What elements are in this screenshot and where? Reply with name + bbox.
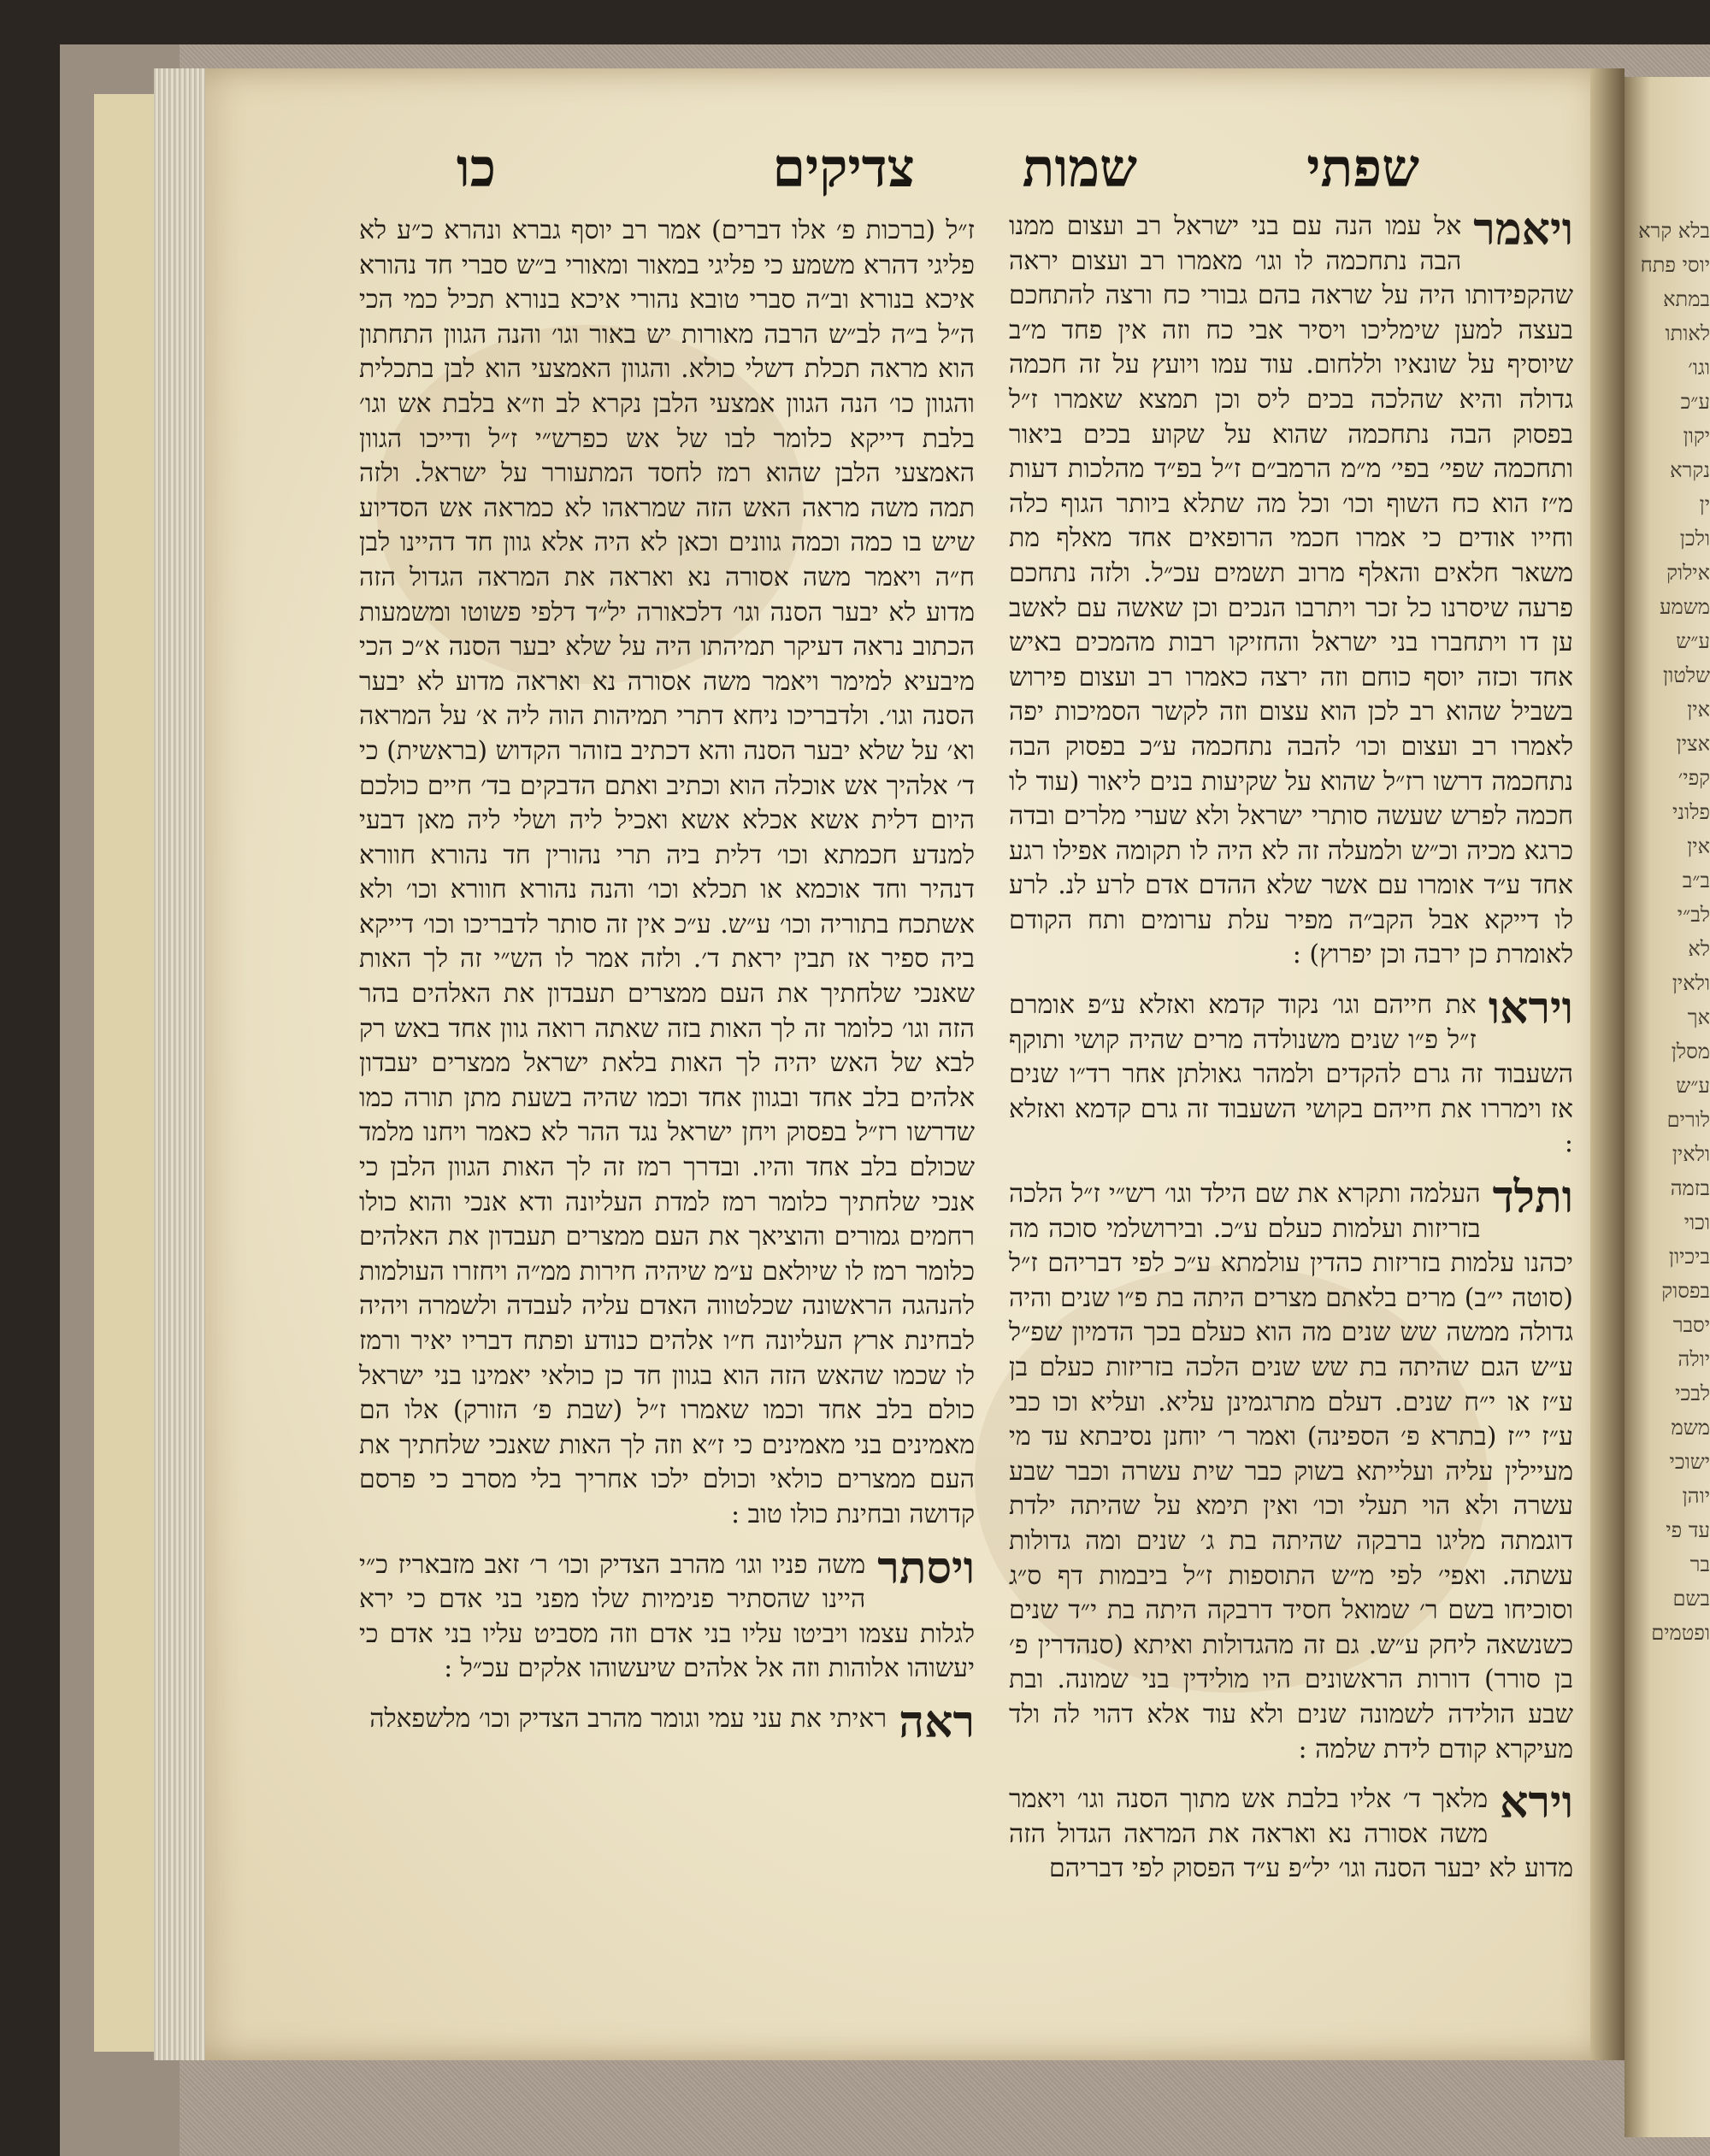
facing-page-line: יוהן <box>1682 1484 1710 1508</box>
page-folio: כו <box>456 137 496 199</box>
header-title-word: שמות <box>1022 137 1137 199</box>
facing-page-line: נקרא <box>1670 458 1710 482</box>
lead-word: וירא <box>1500 1776 1573 1829</box>
lead-word: ויראו <box>1488 982 1573 1035</box>
left-text-column <box>359 214 975 1923</box>
facing-page-line: ביכיון <box>1668 1245 1710 1269</box>
facing-page-line: קפי׳ <box>1678 766 1710 790</box>
facing-page-line: אך <box>1687 1005 1710 1029</box>
right-text-column <box>1009 203 1573 1919</box>
facing-page-line: וגו׳ <box>1688 356 1710 380</box>
paragraph-text: משה פניו וגו׳ מהרב הצדיק וכו׳ ר׳ זאב מזבאריז כ״י היינו שהסתיר פנימיות שלו מפני בני אדם כי ירא לגלות עצמו ויביטו עליו בני אדם וזה מסביט עליו בני אדם כי יעשוהו אלוהות וזה אל אלהים שיעשוהו אלקים עכ״ל : <box>359 1549 975 1684</box>
lead-word: ותלד <box>1492 1171 1573 1224</box>
paragraph-text: מלאך ד׳ אליו בלבת אש מתוך הסנה וגו׳ ויאמר משה אסורה נא ואראה את המראה הגדול הזה מדוע לא יבער הסנה וגו׳ יל״פ ע״ד הפסוק לפי דבריהם <box>1009 1784 1573 1884</box>
facing-page-line: עד פי <box>1666 1518 1710 1542</box>
header-title-word: צדיקים <box>772 137 915 199</box>
facing-page-line: לא <box>1688 937 1710 961</box>
paragraph-text: ז״ל (ברכות פ׳ אלו דברים) אמר רב יוסף גברא ונהרא כ״ע לא פליגי דהרא משמע כי פליגי במאור ומאורי ב״ש סברי חד נהורא איכא בנורא וב״ה סברי טובא נהורי איכא בנורא תכיל כמי הכי ה״ל ב״ה לב״ש הרבה מאורות יש באור וגו׳ והנה הגוון התחתון הוא מראה תכלת דשלי כולא. והגוון האמצעי הוא לבן בתכלית והגוון כו׳ הנה הגוון אמצעי הלבן נקרא לב וז״א בלבת אש וגו׳ בלבת דייקא כלומר לבו של אש כפרש״י ז״ל ודייכו הגוון האמצעי הלבן שהוא רמז לחסד המתעורר על ישראל. ולזה תמה משה מראה האש הזה שמראהו לא כמראה אש הסדיוע שיש בו כמה וכמה גוונים וכאן לא היה אלא גוון חד דהיינו לבן ח״ה ויאמר משה אסורה נא ואראה את המראה הגדול הזה מדוע לא יבער הסנה וגו׳ דלכאורה יל״ד דלפי פשוטו ומשמעות הכתוב נראה דעיקר תמיהתו היה על שלא יבער הסנה א״כ הכי מיבעיא למימר ויאמר משה אסורה נא ואראה מדוע לא יבער הסנה וגו׳. ולדבריכו ניחא דתרי תמיהות הוה ליה א׳ על המראה וא׳ על שלא יבער הסנה והא דכתיב בזוהר הקדוש (בראשית) כי ד׳ אלהיך אש אוכלה הוא וכתיב ואתם הדבקים בד׳ חיים כולכם היום דלית אשא אכלא אשא ואכיל ליה ושלי ליה מאן דבעי למנדע חכמתא וכו׳ דלית ביה תרי נהורין חד נהורא חוורא דנהיר וחד אוכמא או תכלא וכו׳ והנה נהורא חוורא וכו׳ ולא אשתכח בתוריה וכו׳ ע״ש. ע״כ אין זה סותר לדבריכו וכו׳ דייקא ביה ספיר אז תבין יראת ד׳. ולזה אמר לו הש״י זה לך האות שאנכי שלחתיך את העם ממצרים תעבדון את האלהים בהר הזה וגו׳ כלומר זה לך האות בזה שאתה רואה גוון אחד באש רק לבא של האש יהיה לך האות בלאת ישראל ממצרים יעבדון אלהים בלב אחד ובגוון אחד וכמו שהיה בשעת מתן תורה כמו שדרשו רז״ל בפסוק ויחן ישראל נגד ההר לא כאמר ויחנו מלמד שכולם בלב אחד והיו. ובדרך רמז זה לך האות הגוון הלבן כי אנכי שלחתיך כלומר רמז למדת העליונה ודא אנכי והוא כולו רחמים גמורים והוציאך את העם ממצרים תעבדון את האלהים כלומר רמז לו שיולאם ע״מ שיהיה חירות ממ״ה ויחזרו העולמות להנהגה הראשונה שכלטווה האדם עליה לעבדה ולשמרה ויהיה לבחינת ארץ העליונה ח״ו אלהים כנודע ופתח דבריו יאיר ורמז לו שכמו שהאש הזה הוא בגוון חד כן כולאי יאמינו בני ישראל כולם בלב אחד וכמו שאמרו ז״ל (שבת פ׳ הזורק) אלו הם מאמינים בני מאמינים כי ז״א וזה לך האות שאנכי שלחתיך את העם ממצרים כולאי וכולם ילכו אחריך בלי מסרב כי פרסם קדושה ובחינת כולו טוב : <box>359 215 975 1529</box>
facing-page-line: לאותו <box>1665 321 1710 345</box>
lead-word: ויסתר <box>877 1541 975 1594</box>
facing-page-line: במתא <box>1663 287 1710 311</box>
paragraph-text: ראיתי את עני עמי וגומר מהרב הצדיק וכו׳ מלשפאלה <box>369 1703 887 1734</box>
facing-page-line: מסלן <box>1671 1040 1710 1063</box>
facing-page-line: ע״ש <box>1676 629 1710 653</box>
facing-page-line: ין <box>1699 492 1710 516</box>
paragraph <box>1009 982 1573 1162</box>
facing-page-line: לב״י <box>1677 903 1710 927</box>
facing-page-line: ופטמים <box>1651 1621 1710 1645</box>
facing-page-line: יסבר <box>1672 1313 1710 1337</box>
header-title-word: שפתי <box>1306 137 1419 199</box>
facing-page-line: בר <box>1689 1552 1710 1576</box>
facing-page-line: לבכי <box>1675 1381 1710 1405</box>
facing-page-text <box>1629 214 1710 1645</box>
lead-word: ראה <box>899 1695 975 1748</box>
paragraph <box>1009 1171 1573 1767</box>
facing-page-line: יוסי פתח <box>1640 253 1710 277</box>
paragraph-text: אל עמו הנה עם בני ישראל רב ועצום ממנו הבה נתחכמה לו וגו׳ מאמרו רב ועצום יראה שהקפידותו היה על שראה בהם גבורי כח ורצה להתחכם בעצה למען שימליכו ויסיר אבי כח וזה אין פחד מ״ב שיוסיף על שונאיו וללחום. עוד עמו ויועץ על זה חכמה גדולה והיא שהלכה בכים ליס וכן תמצא שאמרו ז״ל בפסוק הבה נתחכמה שהוא על שקוע בכים ביאור ותחכמה שפי׳ בפי׳ מ״מ הרמב״ם ז״ל בפ״ד מהלכות דעות מ״ז הוא כח השוף וכו׳ וכל מה שתלא ביותר הגוף כלה וחייו אודים כי אמרו חכמי הרופאים אחד מאלף מת משאר חלאים והאלף מרוב תשמים עכ״ל. ולזה נתחכם פרעה שיסרנו כל זכר ויתרבו הנכים וכן שאשה עם לאשב ען דו ויתחברו בני ישראל והחזיקו רבות מהמכים באיש אחד וכזה יוסף כוחם וזה ירצה כאמרו רב ועצום פירוש בשביל שהוא רב לכן הוא עצום וזה לקשר הסמיכות יפה לאמרו רב ועצום וכו׳ להבה נתחכמה ע״כ בפסוק הבה נתחכמה דרשו רז״ל שהוא על שקיעות בנים ליאור (עוד לו חכמה לפרש שעשה סותרי ישראל ולא שערי מלרים ובדה כרגא מכיה וכ״ש ולמעלה זה לא היה לו תקומה אפילו רגע אחד ע״ד אומרו עם אשר שלא ההדם אדם לרע לנ. לרע לו דייקא אבל הקב״ה מפיר עלת ערומים ותח הקודם לאומרת כן ירבה וכן יפרוץ) : <box>1009 211 1573 970</box>
page-gutter <box>1590 68 1624 2060</box>
paragraph <box>359 1541 975 1687</box>
facing-page-line: בפסוק <box>1661 1279 1710 1303</box>
facing-page-line: בזמה <box>1670 1176 1710 1200</box>
paragraph <box>1009 203 1573 973</box>
facing-page-line: משמע <box>1659 595 1710 619</box>
facing-page-line: בשם <box>1672 1587 1710 1611</box>
lead-word: ויאמר <box>1473 203 1573 256</box>
page-header <box>359 137 1419 205</box>
paragraph-text: את חייהם וגו׳ נקוד קדמא ואזלא ע״פ אומרם ז״ל פ״ו שנים משנולדה מרים שהיה קושי ותוקף השעבוד זה גרם להקדים ולמהר גאולתן אחר רד״ו שנים אז וימררו את חייהם בקושי השעבוד זה גרם קדמא ואזלא : <box>1009 990 1573 1159</box>
facing-page-line: ולכן <box>1679 527 1710 551</box>
facing-page-line: ולאין <box>1672 971 1710 995</box>
facing-page-line: אין <box>1687 698 1710 722</box>
facing-page-line: ישוכי <box>1669 1450 1710 1474</box>
facing-page-line: בלא קרא <box>1638 219 1710 243</box>
facing-page-line: יולה <box>1678 1347 1710 1371</box>
paragraph <box>359 1695 975 1748</box>
facing-page-line: ב״ב <box>1682 869 1710 892</box>
facing-page-line: פלוני <box>1672 800 1710 824</box>
facing-page-line: ולאין <box>1672 1142 1710 1166</box>
facing-page-line: אילוק <box>1666 561 1710 585</box>
facing-page-line: אצין <box>1676 732 1710 756</box>
facing-page-line: אין <box>1687 834 1710 858</box>
facing-page-line: משמ <box>1671 1416 1710 1440</box>
paragraph <box>359 214 975 1533</box>
paragraph-text: העלמה ותקרא את שם הילד וגו׳ רש״י ז״ל הלכה בזריזות ועלמות כעלם ע״כ. ובירושלמי סוכה מה יכהנו עלמות בזריזות כהדין עולמתא ע״כ לפי דבריהם ז״ל (סוטה י״ב) מרים בלאתם מצרים היתה בת פ״ו שנים והיה גדולה ממשה שש שנים מה הוא כעלם בכך הדמיון שפ״ל ע״ש הגם שהיתה בת שש שנים הלכה בזריזות כעלם בן ע״ז או י״ח שנים. דעלם מתרגמינן עליא. ועליא וכו כבי ע״ז י״ז (בתרא פ׳ הספינה) ואמר ר׳ יוחנן נסיבתא עד מי מעיילין עליה ועלייתא בשוק כבר שית עשרה וכבר שבע עשרה ולא הוי תעלי וכו׳ ואין תימא על שהיתה ילדת דוגמתה מליגו ברבקה שהיתה בת ג׳ שנים ומה גדולות עשתה. ואפי׳ לפי מ״ש התוספות ז״ל ביבמות דף ס״ג וסוכיחו בשם ר׳ שמואל חסיד דרבקה היתה בת י״ד שנים כשנשאה ליחק ע״ש. גם זה מהגדולות ואיתא (סנהדרין פ׳ בן סורר) דורות הראשונים היו מולידין בני שמונה. ובת שבע הולידה לשמונה שנים ולא עוד אלא דהוי לה ולד מעיקרא קודם לידת שלמה : <box>1009 1179 1573 1764</box>
facing-page-line: ע״ש <box>1676 1074 1710 1098</box>
facing-page-line: שלטון <box>1663 663 1710 687</box>
paragraph <box>1009 1776 1573 1887</box>
facing-page-line: לורים <box>1666 1108 1710 1132</box>
facing-page-line: ע״כ <box>1680 390 1710 414</box>
facing-page-line: וכוי <box>1683 1211 1710 1234</box>
facing-page-line: יקון <box>1683 424 1710 448</box>
